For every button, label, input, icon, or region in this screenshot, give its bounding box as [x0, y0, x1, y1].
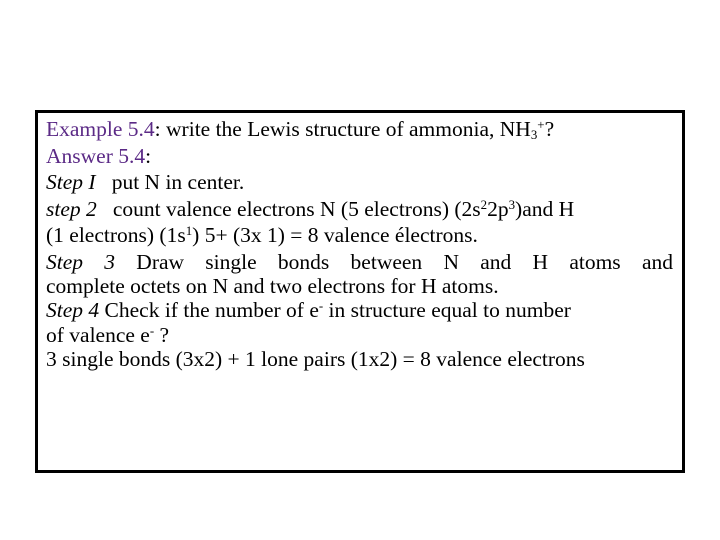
- step-1-label: Step I: [46, 170, 96, 194]
- step-2-line-2: [46, 222, 673, 249]
- step-4-text-b: in structure equal to number: [323, 298, 571, 322]
- step-2-sup-a: 2: [480, 197, 488, 212]
- example-line: [46, 116, 673, 143]
- step-2-text-c: )and H: [515, 196, 575, 221]
- step-2-sup-b: 3: [508, 197, 516, 212]
- step-3-line-2: [46, 275, 673, 297]
- step-4-line-2: [46, 324, 673, 346]
- step-2-label: step 2: [46, 196, 97, 221]
- step-1-line: [46, 169, 673, 196]
- step-4-text-a: Check if the number of e: [99, 298, 319, 322]
- formula-superscript: +: [537, 117, 545, 132]
- step-2-line-2-sup: 1: [185, 223, 193, 238]
- answer-colon: :: [145, 143, 152, 168]
- step-2-line-2-a: (1 electrons) (1s: [46, 223, 186, 247]
- example-text: write the Lewis structure of ammonia, NH: [160, 117, 531, 141]
- example-colon: :: [154, 117, 161, 141]
- example-label: Example 5.4: [46, 117, 155, 141]
- step-2-line-2-b: ) 5+ (3x 1) = 8 valence électrons.: [192, 223, 478, 247]
- step-2-text-a: count valence electrons N (5 electrons) (2s: [96, 196, 481, 221]
- step-3-line-2-text: complete octets on N and two electrons for H atoms.: [46, 274, 499, 298]
- formula-subscript: 3: [530, 128, 538, 143]
- step-3-text: Draw single bonds between N and H atoms and: [115, 249, 673, 274]
- answer-line: [46, 143, 673, 170]
- step-4-label: Step 4: [46, 298, 100, 322]
- step-4-line: [46, 297, 673, 324]
- step-2-text-b: 2p: [487, 196, 509, 221]
- answer-label: Answer 5.4: [46, 143, 146, 168]
- step-4-line-2-b: ?: [154, 322, 170, 347]
- summary-line: [46, 346, 673, 373]
- content-text: [46, 116, 673, 372]
- summary-text: 3 single bonds (3x2) + 1 lone pairs (1x2) = 8 valence electrons: [46, 346, 585, 371]
- example-question-mark: ?: [544, 117, 555, 141]
- step-4-sup-a: -: [318, 298, 324, 313]
- step-3-label: Step 3: [46, 249, 116, 274]
- step-4-line-2-a: of valence e: [46, 322, 150, 347]
- step-1-text: put N in center.: [95, 170, 245, 194]
- step-4-line-2-sup: -: [149, 323, 155, 338]
- step-2-line: [46, 196, 673, 223]
- content-box: [35, 110, 685, 473]
- step-3-line: [46, 249, 673, 276]
